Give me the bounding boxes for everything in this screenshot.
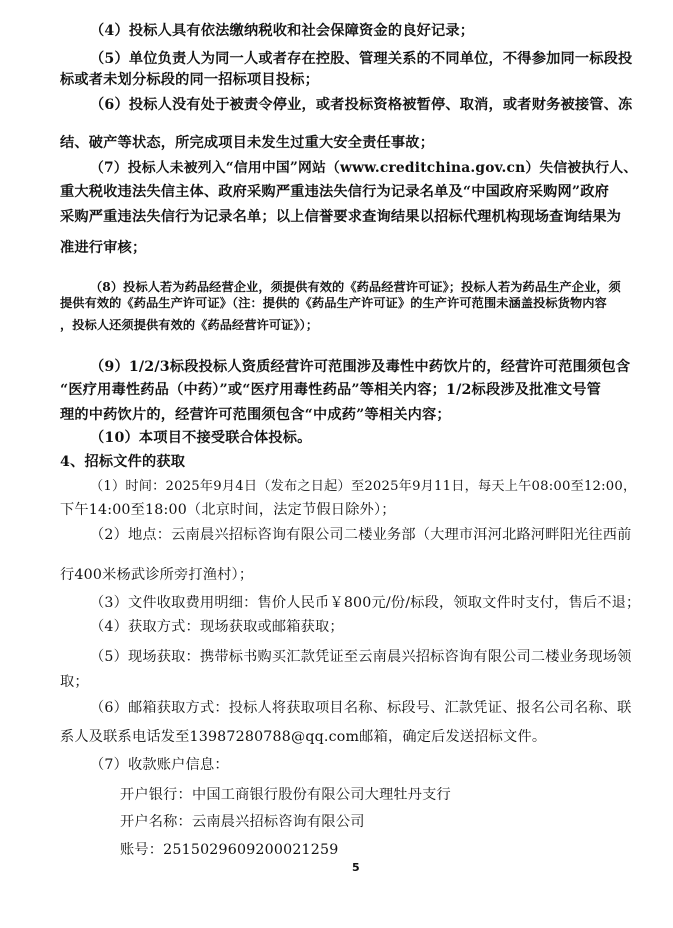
text-line: 账号：2515029609200021259 <box>120 842 339 858</box>
text-line: 采购严重违法失信行为记录名单；以上信誉要求查询结果以招标代理机构现场查询结果为 <box>60 209 622 225</box>
text-line: 系人及联系电话发至13987280788@qq.com邮箱，确定后发送招标文件。 <box>60 729 547 745</box>
text-line: “医疗用毒性药品（中药）”或“医疗用毒性药品”等相关内容；1/2标段涉及批准文号管 <box>60 382 602 398</box>
text-line: ，投标人还须提供有效的《药品经营许可证》）； <box>60 318 319 332</box>
text-line: （10）本项目不接受联合体投标。 <box>90 430 312 446</box>
text-line: 重大税收违法失信主体、政府采购严重违法失信行为记录名单及“中国政府采购网”政府 <box>60 184 610 200</box>
page-number: 5 <box>352 861 360 874</box>
text-line: （8）投标人若为药品经营企业，须提供有效的《药品经营许可证》；投标人若为药品生产企业，须 <box>90 280 621 294</box>
text-line: （7）收款账户信息： <box>90 757 229 773</box>
text-line: 开户名称：云南晨兴招标咨询有限公司 <box>120 814 365 830</box>
text-line: （7）投标人未被列入“信用中国”网站（www.creditchina.gov.cn）失信被执行人、 <box>90 160 638 176</box>
text-line: 取； <box>60 674 89 690</box>
text-line: 开户银行：中国工商银行股份有限公司大理牡丹支行 <box>120 787 451 803</box>
text-line: 理的中药饮片的，经营许可范围须包含“中成药”等相关内容； <box>60 407 451 423</box>
text-line: 标或者未划分标段的同一招标项目投标； <box>60 72 319 88</box>
text-line: （4）投标人具有依法缴纳税收和社会保障资金的良好记录； <box>90 23 475 39</box>
text-line: （5）单位负责人为同一人或者存在控股、管理关系的不同单位，不得参加同一标段投 <box>90 51 633 67</box>
text-line: （2）地点：云南晨兴招标咨询有限公司二楼业务部（大理市洱河北路河畔阳光往西前 <box>90 527 632 543</box>
text-line: （6）投标人没有处于被责令停业，或者投标资格被暂停、取消，或者财务被接管、冻 <box>90 97 633 113</box>
text-line: 下午14:00至18:00（北京时间，法定节假日除外）； <box>60 502 396 518</box>
text-line: （1）时间：2025年9月4日（发布之日起）至2025年9月11日，每天上午08:00至12:00， <box>90 479 637 494</box>
text-line: （3）文件收取费用明细：售价人民币￥800元/份/标段，领取文件时支付，售后不退； <box>90 595 641 611</box>
text-line: （6）邮箱获取方式：投标人将获取项目名称、标段号、汇款凭证、报名公司名称、联 <box>90 700 632 716</box>
text-line: （4）获取方式：现场获取或邮箱获取； <box>90 619 344 635</box>
text-line: （5）现场获取：携带标书购买汇款凭证至云南晨兴招标咨询有限公司二楼业务现场领 <box>90 649 632 665</box>
text-line: 准进行审核； <box>60 240 147 256</box>
text-line: （9）1/2/3标段投标人资质经营许可范围涉及毒性中药饮片的，经营许可范围须包含 <box>90 359 631 375</box>
section-heading: 4、招标文件的获取 <box>60 454 186 470</box>
text-line: 行400米杨武诊所旁打渔村）； <box>60 567 254 583</box>
text-line: 结、破产等状态，所完成项目未发生过重大安全责任事故； <box>60 135 435 151</box>
text-line: 提供有效的《药品生产许可证》（注：提供的《药品生产许可证》的生产许可范围未涵盖投标货物内容 <box>60 296 607 310</box>
